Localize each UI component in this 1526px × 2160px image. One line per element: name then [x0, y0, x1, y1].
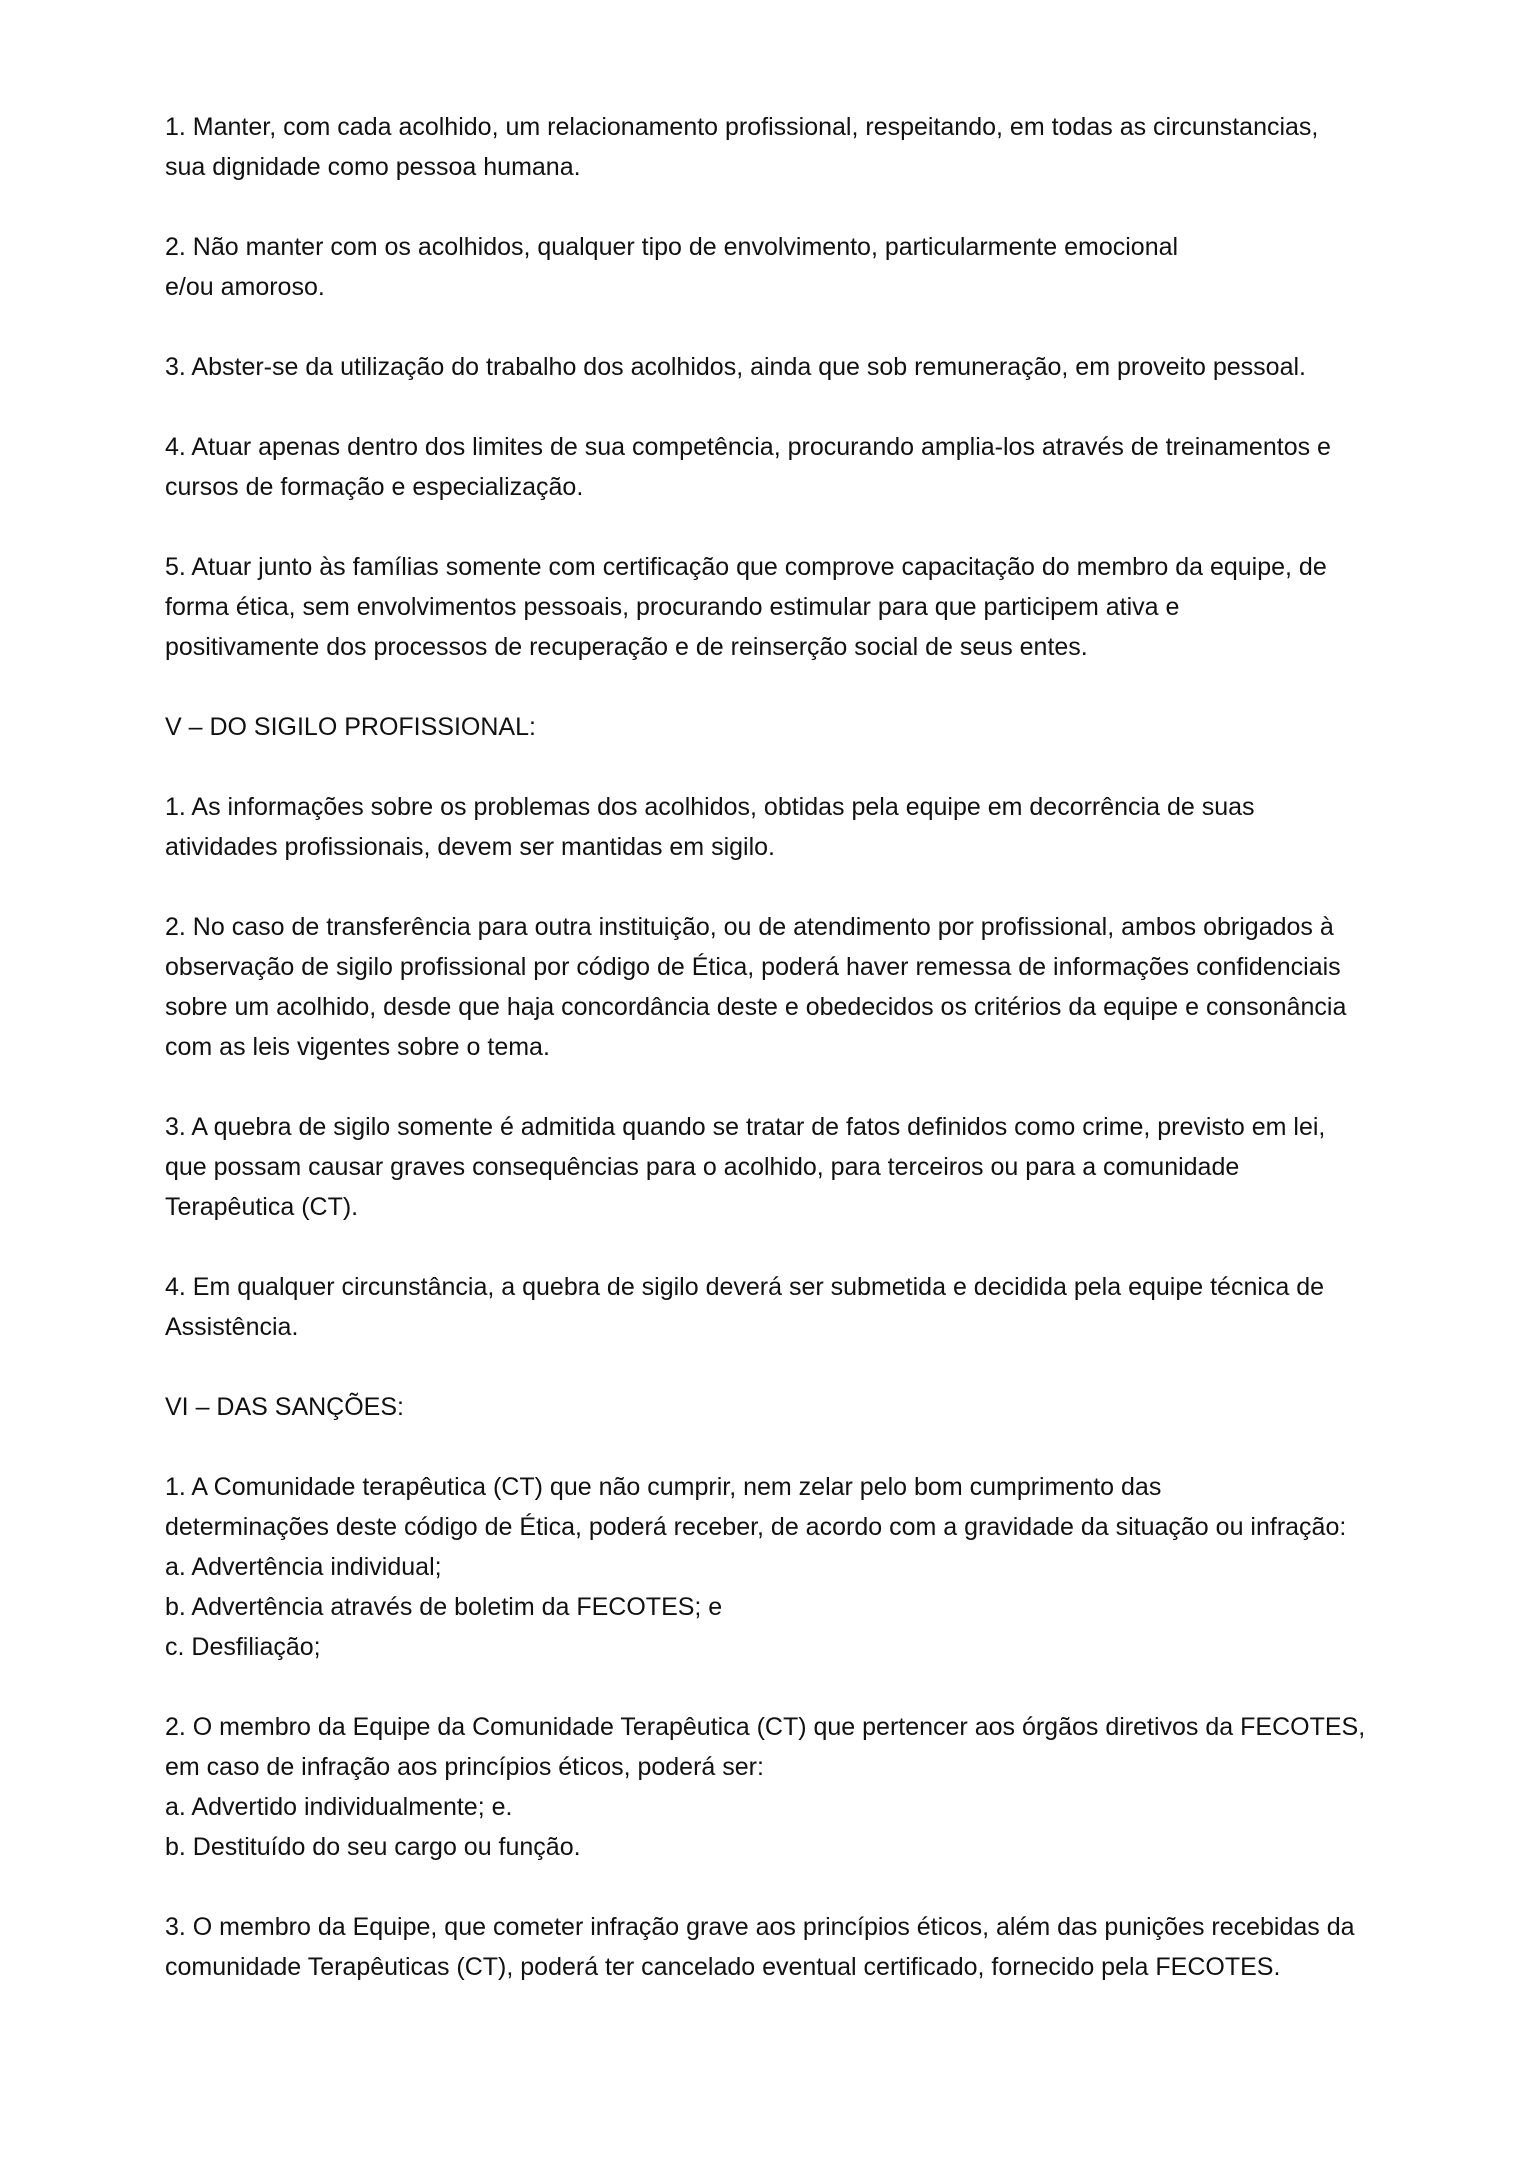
text-line: 1. Manter, com cada acolhido, um relacionamento profissional, respeitando, em todas as circunstancias,	[165, 113, 1319, 141]
text-line: atividades profissionais, devem ser mantidas em sigilo.	[165, 833, 775, 861]
section-iv-item-2	[165, 227, 1410, 307]
text-line: b. Advertência através de boletim da FECOTES; e	[165, 1593, 723, 1621]
section-iv-item-4	[165, 427, 1410, 507]
text-line: b. Destituído do seu cargo ou função.	[165, 1833, 581, 1861]
text-line: que possam causar graves consequências para o acolhido, para terceiros ou para a comunidade	[165, 1153, 1240, 1181]
text-line: sobre um acolhido, desde que haja concordância deste e obedecidos os critérios da equipe e consonância	[165, 993, 1347, 1021]
text-line: a. Advertido individualmente; e.	[165, 1793, 513, 1821]
text-line: Assistência.	[165, 1313, 299, 1341]
text-line: forma ética, sem envolvimentos pessoais, procurando estimular para que participem ativa e	[165, 593, 1180, 621]
text-line: 2. O membro da Equipe da Comunidade Terapêutica (CT) que pertencer aos órgãos diretivos da FECOTES,	[165, 1713, 1366, 1741]
section-iv-item-5	[165, 547, 1410, 667]
text-line: 2. No caso de transferência para outra instituição, ou de atendimento por profissional, ambos obrigados à	[165, 913, 1334, 941]
text-line: sua dignidade como pessoa humana.	[165, 153, 581, 181]
text-line: 3. O membro da Equipe, que cometer infração grave aos princípios éticos, além das punições recebidas da	[165, 1913, 1355, 1941]
text-line: 3. A quebra de sigilo somente é admitida quando se tratar de fatos definidos como crime, previsto em lei,	[165, 1113, 1326, 1141]
section-v-heading: V – DO SIGILO PROFISSIONAL:	[165, 713, 536, 741]
section-v-item-1	[165, 787, 1410, 867]
section-vi-item-3	[165, 1907, 1410, 1987]
section-v-item-2	[165, 907, 1410, 1067]
section-vi-item-1	[165, 1467, 1410, 1667]
text-line: com as leis vigentes sobre o tema.	[165, 1033, 550, 1061]
text-line: em caso de infração aos princípios éticos, poderá ser:	[165, 1753, 764, 1781]
text-line: 4. Atuar apenas dentro dos limites de sua competência, procurando amplia-los através de treinamentos e	[165, 433, 1331, 461]
section-v-item-3	[165, 1107, 1410, 1227]
text-line: 1. A Comunidade terapêutica (CT) que não cumprir, nem zelar pelo bom cumprimento das	[165, 1473, 1162, 1501]
text-line: positivamente dos processos de recuperação e de reinserção social de seus entes.	[165, 633, 1088, 661]
text-line: 3. Abster-se da utilização do trabalho dos acolhidos, ainda que sob remuneração, em proveito pessoal.	[165, 353, 1306, 381]
text-line: 1. As informações sobre os problemas dos acolhidos, obtidas pela equipe em decorrência de suas	[165, 793, 1255, 821]
text-line: cursos de formação e especialização.	[165, 473, 584, 501]
section-vi-item-2	[165, 1707, 1410, 1867]
text-line: determinações deste código de Ética, poderá receber, de acordo com a gravidade da situação ou infração:	[165, 1513, 1347, 1541]
text-line: Terapêutica (CT).	[165, 1193, 359, 1221]
document-page	[165, 107, 1410, 2027]
section-iv-item-3	[165, 347, 1410, 387]
text-line: 4. Em qualquer circunstância, a quebra de sigilo deverá ser submetida e decidida pela equipe técnica de	[165, 1273, 1325, 1301]
text-line: 2. Não manter com os acolhidos, qualquer tipo de envolvimento, particularmente emocional	[165, 233, 1179, 261]
text-line: 5. Atuar junto às famílias somente com certificação que comprove capacitação do membro da equipe, de	[165, 553, 1327, 581]
text-line: e/ou amoroso.	[165, 273, 325, 301]
text-line: a. Advertência individual;	[165, 1553, 442, 1581]
text-line: comunidade Terapêuticas (CT), poderá ter cancelado eventual certificado, fornecido pela FECOTES.	[165, 1953, 1281, 1981]
text-line: observação de sigilo profissional por código de Ética, poderá haver remessa de informações confidenciais	[165, 953, 1341, 981]
text-line: c. Desfiliação;	[165, 1633, 321, 1661]
section-vi-heading: VI – DAS SANÇÕES:	[165, 1393, 404, 1421]
section-v-item-4	[165, 1267, 1410, 1347]
section-iv-item-1	[165, 107, 1410, 187]
